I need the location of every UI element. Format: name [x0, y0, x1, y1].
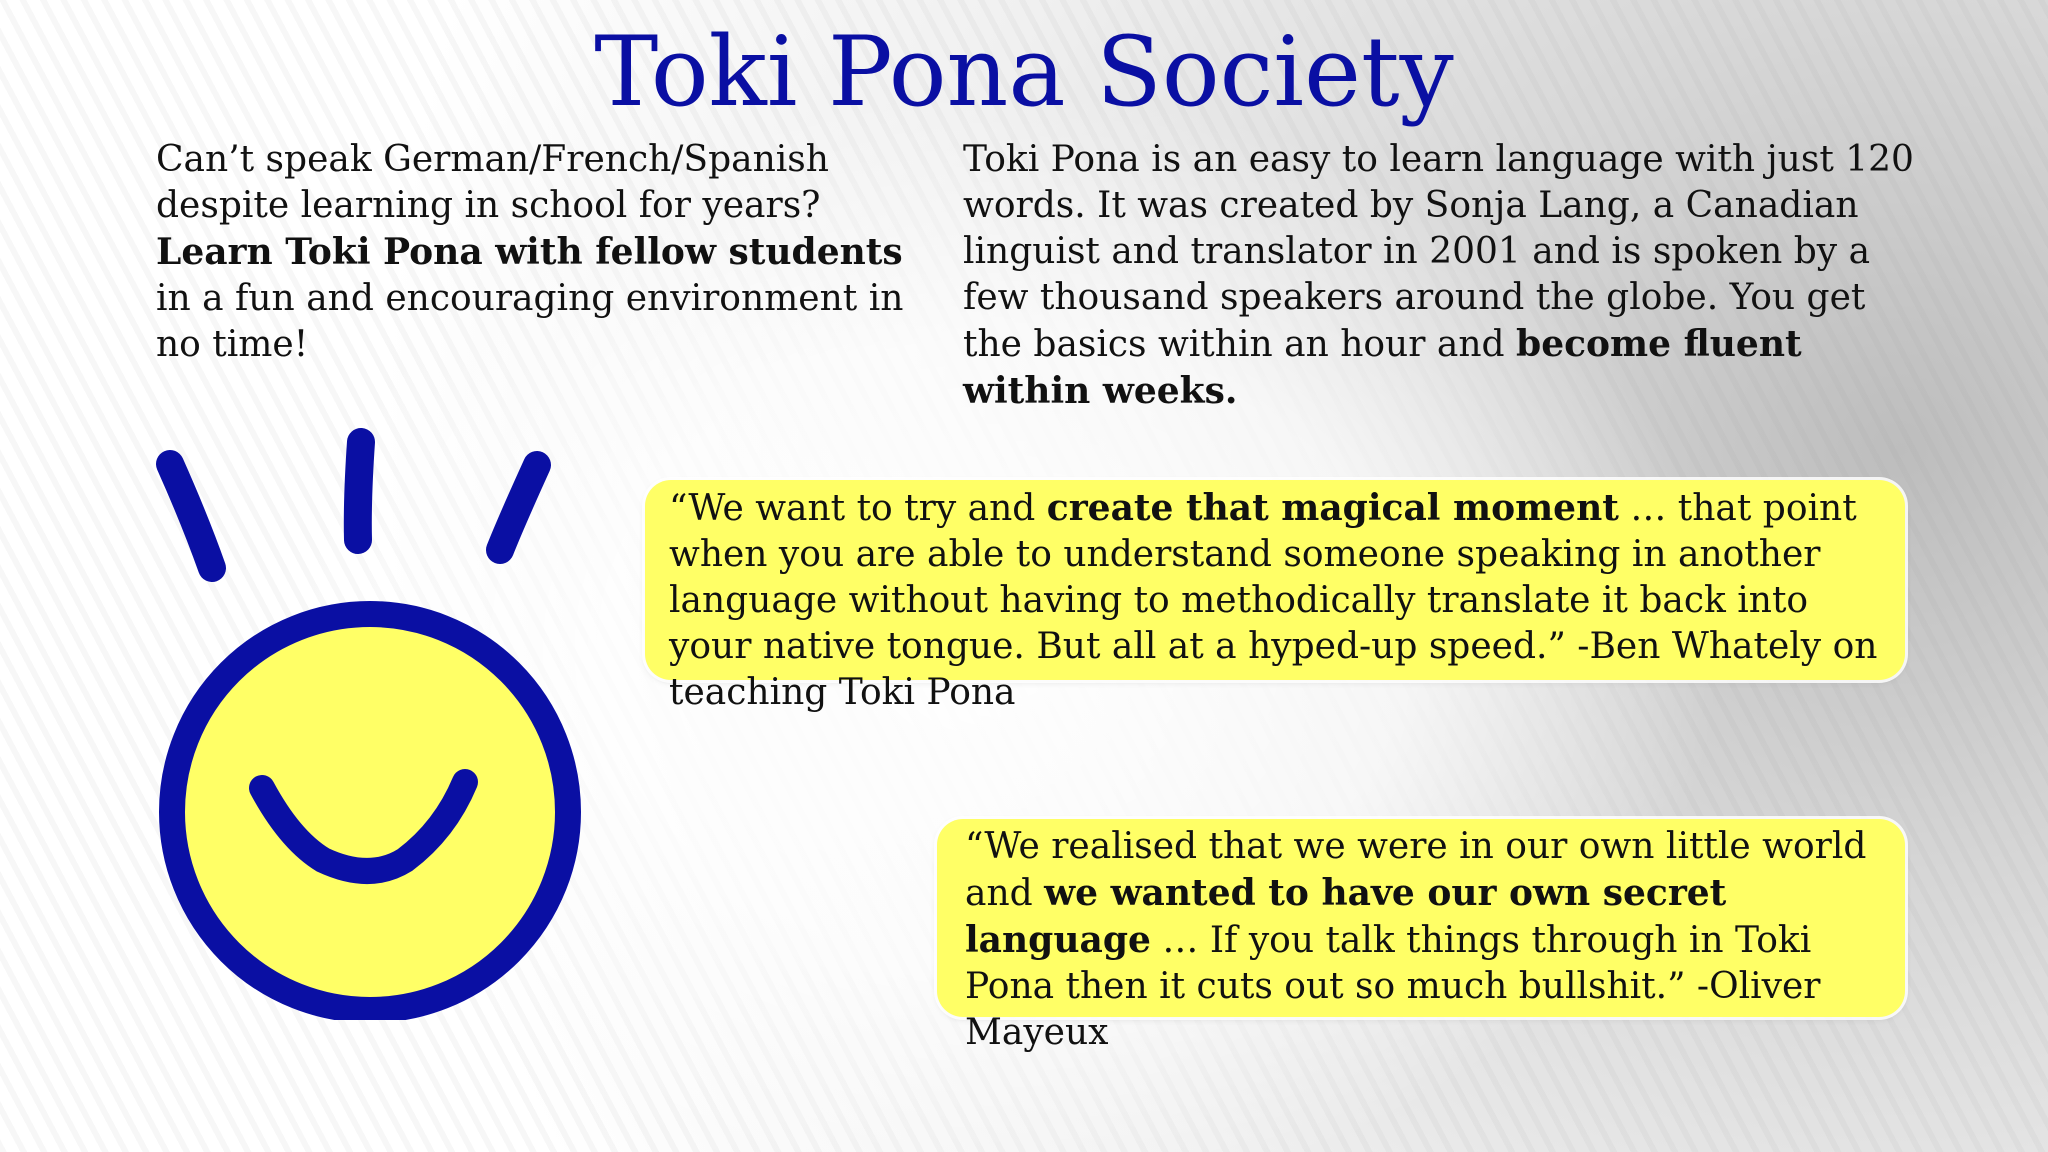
quote-1-bold: create that magical moment	[1046, 487, 1619, 529]
quote-oliver-mayeux	[937, 819, 1905, 1053]
smiley-face	[172, 614, 568, 1010]
quote-1-after: … that point when you are able to understand someone speaking in another language without having to methodically translate it back into your native tongue. But all at a hyped-up speed.” -Ben Whately on teaching Toki Pona	[669, 488, 1878, 713]
quote-ben-whately	[645, 480, 1905, 713]
page-title: Toki Pona Society	[594, 16, 1454, 128]
smiley-ray-left	[170, 464, 212, 568]
quote-2-bold: we wanted to have our own secret language	[965, 872, 1727, 961]
intro-text	[156, 137, 926, 368]
quote-2-after: … If you talk things through in Toki Pona then it cuts out so much bullshit.” -Oliver Mayeux	[965, 920, 1821, 1053]
quote-1-before: “We want to try and	[669, 488, 1047, 529]
about-bold: become fluent within weeks.	[963, 323, 1802, 412]
smiley-sun-icon	[140, 420, 600, 1020]
about-text	[963, 137, 1923, 415]
intro-bold: Learn Toki Pona with fellow students	[156, 231, 903, 273]
about-body: Toki Pona is an easy to learn language with just 120 words. It was created by Sonja Lang, a Canadian linguist and translator in 2001 and is spoken by a few thousand speakers around the globe. You get the basics within an hour and	[963, 139, 1914, 365]
intro-line-2: in a fun and encouraging environment in no time!	[156, 278, 904, 365]
smiley-ray-middle	[358, 442, 361, 540]
smiley-ray-right	[500, 465, 537, 550]
quote-2-before: “We realised that we were in our own little world and	[965, 826, 1867, 914]
intro-line-1: Can’t speak German/French/Spanish despite learning in school for years?	[156, 139, 829, 226]
